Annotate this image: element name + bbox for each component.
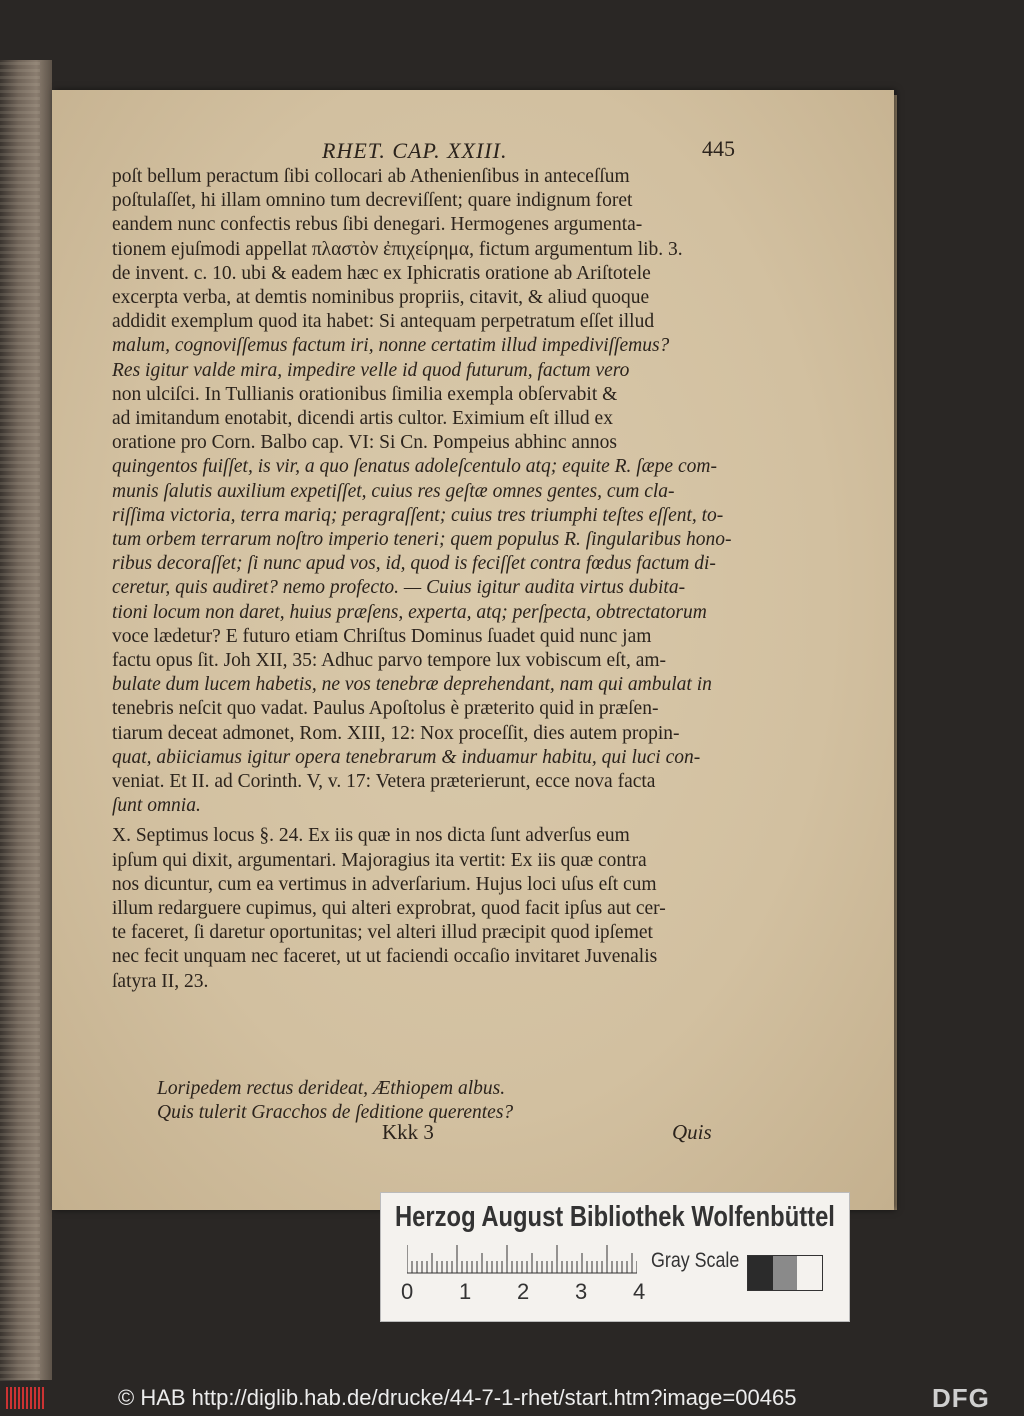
text-line: ſatyra II, 23. [112,970,209,992]
text-line: excerpta verba, at demtis nominibus propriis, citavit, & aliud quoque [112,287,650,308]
text-line: eandem nunc confectis rebus ſibi denegari. Hermogenes argumenta- [112,214,643,236]
text-line: tiarum deceat admonet, Rom. XIII, 12: Nox proceſſit, dies autem propin- [112,722,680,744]
ruler-numbers [401,1279,691,1305]
text-line: munis ſalutis auxilium expetiſſet, cuius res geſtæ omnes gentes, cum cla- [112,480,675,502]
running-header: RHET. CAP. XXIII. [322,138,508,163]
catchword: Quis [672,1120,712,1144]
text-line: ribus decoraſſet; ſi nunc apud vos, id, quod is feciſſet contra fœdus factum di- [112,553,716,575]
text-line: quat, abiiciamus igitur opera tenebrarum & induamur habitu, qui luci con- [112,746,701,768]
verse-line: Loripedem rectus derideat, Æthiopem albus. [157,1078,506,1099]
library-name: Herzog August Bibliothek Wolfenbüttel [395,1201,835,1233]
text-line: poſt bellum peractum ſibi collocari ab Athenienſibus in anteceſſum [112,166,630,187]
text-line: addidit exemplum quod ita habet: Si antequam perpetratum eſſet illud [112,311,655,333]
text-line: illum redarguere cupimus, qui alteri exprobrat, quod facit ipſus aut cer- [112,898,666,919]
text-line: voce lædetur? E futuro etiam Chriſtus Dominus ſuadet quid nunc jam [112,625,652,647]
text-line: de invent. c. 10. ubi & eadem hæc ex Iphicratis oratione ab Ariſtotele [112,262,651,284]
signature-mark: Kkk 3 [382,1120,434,1144]
adjacent-book-pages [0,62,40,1382]
ruler-number: 3 [575,1279,588,1304]
page-number: 445 [702,136,735,161]
text-line: malum, cognoviſſemus factum iri, nonne certatim illud impediviſſemus? [112,335,670,357]
gray-swatch [748,1256,773,1290]
text-line: quingentos fuiſſet, is vir, a quo ſenatus adoleſcentulo atq; equite R. ſæpe com- [112,456,717,478]
text-line: ad imitandum enotabit, dicendi artis cultor. Eximium eſt illud ex [112,408,613,429]
ruler-number: 1 [459,1279,472,1304]
footer-bar [0,1381,1024,1416]
text-line: ſunt omnia. [112,795,201,817]
hab-logo-icon [6,1387,44,1409]
gray-scale-swatches [747,1255,823,1291]
text-line: tum orbem terrarum noſtro imperio teneri; quem populus R. ſingularibus hono- [112,529,732,550]
text-line: Res igitur valde mira, impedire velle id quod futurum, factum vero [112,359,630,381]
text-line: oratione pro Corn. Balbo cap. VI: Si Cn. Pompeius abhinc annos [112,432,617,454]
gray-scale-label: Gray Scale [651,1249,740,1272]
text-line: poſtulaſſet, hi illam omnino tum decreviſſent; quare indignum foret [112,190,633,212]
copyright-url: © HAB http://diglib.hab.de/drucke/44-7-1-rhet/start.htm?image=00465 [118,1385,797,1410]
text-line: ceretur, quis audiret? nemo profecto. — Cuius igitur audita virtus dubita- [112,577,686,599]
ruler-number: 4 [633,1279,646,1304]
book-page [52,90,894,1210]
text-line: nos dicuntur, cum ea vertimus in adverſarium. Hujus loci uſus eſt cum [112,873,657,895]
text-line: nec fecit unquam nec faceret, ut ut faciendi occaſio invitaret Juvenalis [112,946,658,968]
gray-swatch [797,1256,822,1290]
gray-swatch [773,1256,798,1290]
verse-line: Quis tulerit Gracchos de ſeditione querentes? [157,1102,514,1123]
text-line: non ulciſci. In Tullianis orationibus ſimilia exempla obſervabit & [112,383,618,405]
text-line: tionem ejuſmodi appellat πλαστὸν ἐπιχείρημα, fictum argumentum lib. 3. [112,238,683,260]
text-line: tenebris neſcit quo vadat. Paulus Apoſtolus è præterito quid in præſen- [112,698,659,720]
ruler-number: 0 [401,1279,414,1304]
text-line: tioni locum non daret, huius præſens, experta, atq; perſpecta, obtrectatorum [112,601,707,623]
dfg-logo: DFG [932,1383,990,1413]
ruler-scale [407,1243,637,1275]
ruler-number: 2 [517,1279,530,1304]
text-line: te faceret, ſi daretur oportunitas; vel alteri illud præcipit quod ipſemet [112,922,653,944]
library-label [380,1192,850,1322]
text-line: riſſima victoria, terra mariq; peragraſſent; cuius tres triumphi teſtes eſſent, to- [112,504,724,526]
text-line: ipſum qui dixit, argumentari. Majoragius ita vertit: Ex iis quæ contra [112,849,647,871]
text-line: bulate dum lucem habetis, ne vos tenebræ deprehendant, nam qui ambulat in [112,674,712,696]
text-line: X. Septimus locus §. 24. Ex iis quæ in nos dicta ſunt adverſus eum [112,825,630,847]
text-line: factu opus ſit. Joh XII, 35: Adhuc parvo tempore lux vobiscum eſt, am- [112,650,667,671]
text-line: veniat. Et II. ad Corinth. V, v. 17: Vetera præterierunt, ecce nova facta [112,771,656,792]
